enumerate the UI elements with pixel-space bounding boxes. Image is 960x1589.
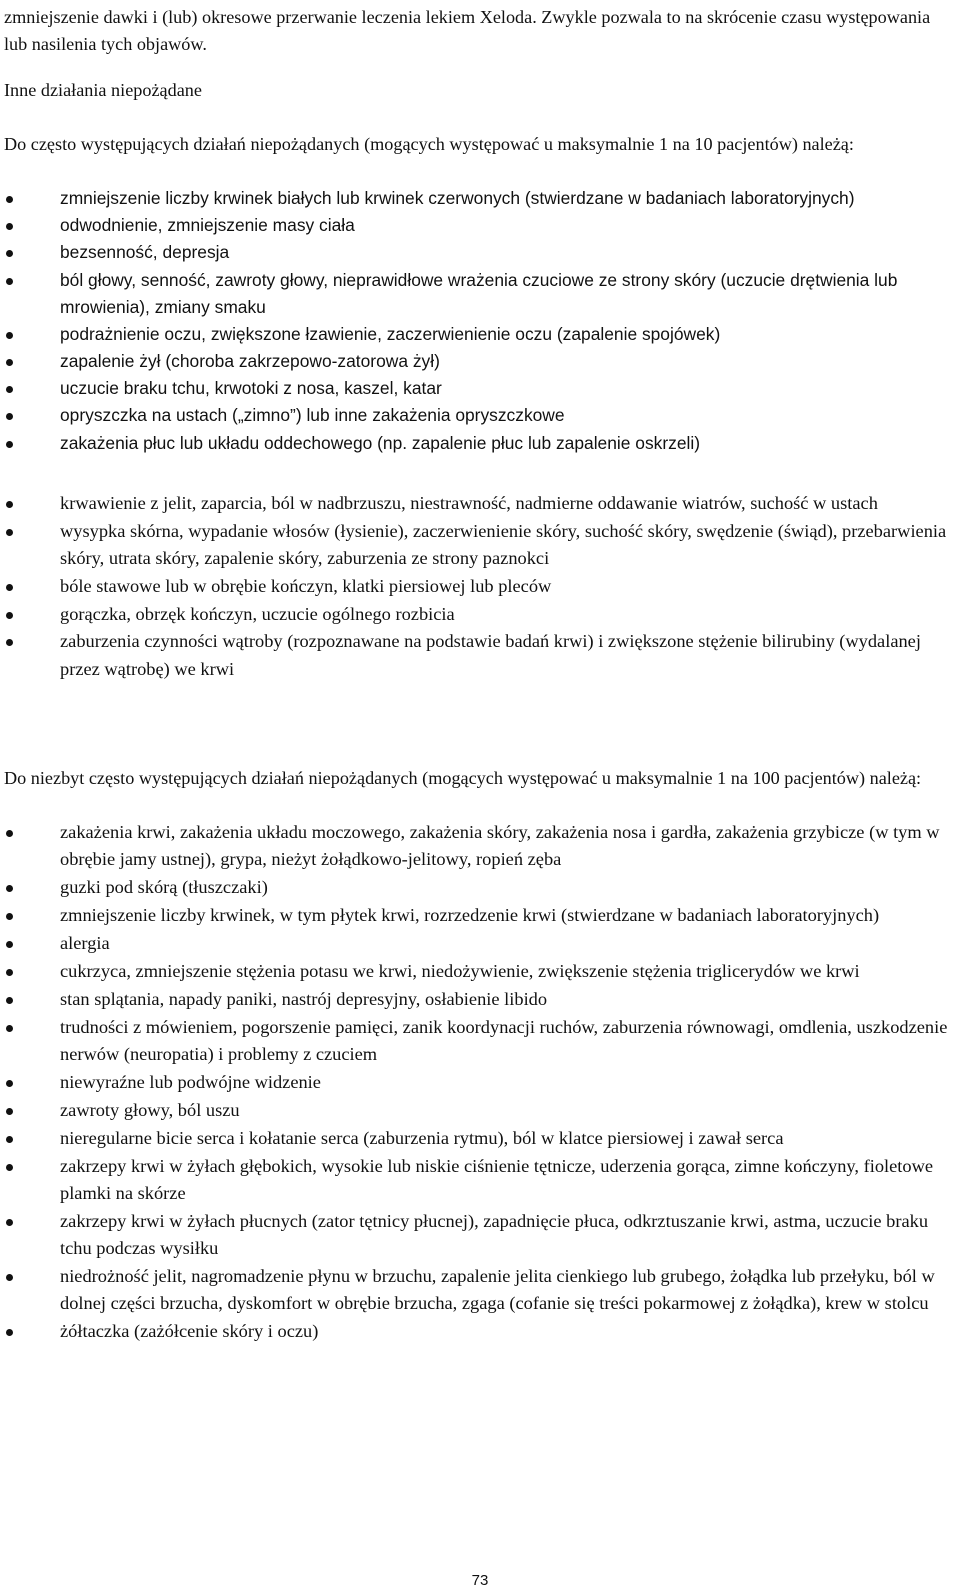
list-item [0,402,958,429]
list-item-text: żółtaczka (zażółcenie skóry i oczu) [60,1321,319,1342]
bullet-icon [6,1108,13,1115]
list-item [0,375,958,402]
list-item [0,819,958,874]
list-item [0,601,958,628]
list-item [0,902,958,929]
list-item-text: uczucie braku tchu, krwotoki z nosa, kaszel, katar [60,378,442,399]
uncommon-effects-list [0,819,958,1346]
list-item [0,430,958,457]
bullet-icon [6,1164,13,1171]
list-item-text: bóle stawowe lub w obrębie kończyn, klatki piersiowej lub pleców [60,575,552,596]
list-item [0,212,958,239]
list-item-text: wysypka skórna, wypadanie włosów (łysienie), zaczerwienienie skóry, suchość skóry, swędzenie (świąd), przebarwienia skóry, utrata skóry, zapalenie skóry, zaburzenia ze strony paznokci [60,520,947,569]
common-effects-list-sans [0,185,958,457]
list-item [0,239,958,266]
bullet-icon [6,1080,13,1087]
list-item [0,1125,958,1152]
list-item [0,1153,958,1208]
bullet-icon [6,612,13,619]
list-item-text: zapalenie żył (choroba zakrzepowo-zatorowa żył) [60,350,440,371]
list-item [0,930,958,957]
list-item-text: zmniejszenie liczby krwinek, w tym płytek krwi, rozrzedzenie krwi (stwierdzane w badaniach laboratoryjnych) [60,905,880,926]
list-item-text: nieregularne bicie serca i kołatanie serca (zaburzenia rytmu), ból w klatce piersiowej i zawał serca [60,1127,784,1148]
list-item-text: gorączka, obrzęk kończyn, uczucie ogólnego rozbicia [60,603,455,624]
bullet-icon [6,386,13,393]
list-item [0,573,958,600]
list-item [0,1263,958,1318]
list-item [0,267,958,321]
list-item [0,1014,958,1069]
list-item [0,1318,958,1345]
bullet-icon [6,1219,13,1226]
bullet-icon [6,501,13,508]
page-number: 73 [471,1572,489,1589]
list-item-text: zaburzenia czynności wątroby (rozpoznawane na podstawie badań krwi) i zwiększone stężenie bilirubiny (wydalanej przez wątrobę) we krwi [60,631,921,679]
intro-paragraph: zmniejszenie dawki i (lub) okresowe przerwanie leczenia lekiem Xeloda. Zwykle pozwala to na skrócenie czasu występowania lub nasilenia tych objawów. [4,7,931,55]
list-item-text: niewyraźne lub podwójne widzenie [60,1071,321,1092]
list-item-text: opryszczka na ustach („zimno”) lub inne zakażenia opryszczkowe [60,405,565,426]
common-effects-intro: Do często występujących działań niepożądanych (mogących występować u maksymalnie 1 na 10 pacjentów) należą: [4,134,854,154]
list-item-text: zakrzepy krwi w żyłach płucnych (zator tętnicy płucnej), zapadnięcie płuca, odkrztuszanie krwi, astma, uczucie braku tchu podczas wysiłku [60,1210,929,1258]
bullet-icon [6,359,13,366]
bullet-icon [6,885,13,892]
bullet-icon [6,639,13,646]
list-item-text: guzki pod skórą (tłuszczaki) [60,877,268,898]
list-item-text: zakażenia płuc lub układu oddechowego (np. zapalenie płuc lub zapalenie oskrzeli) [60,432,701,453]
bullet-icon [6,223,13,230]
list-item [0,1069,958,1096]
bullet-icon [6,584,13,591]
section-heading: Inne działania niepożądane [4,80,202,100]
bullet-icon [6,830,13,837]
bullet-icon [6,278,13,285]
list-item [0,518,958,573]
bullet-icon [6,441,13,448]
list-item [0,1208,958,1263]
bullet-icon [6,332,13,339]
list-item [0,490,958,517]
list-item [0,185,958,212]
bullet-icon [6,529,13,536]
list-item-text: alergia [60,932,110,953]
uncommon-effects-intro: Do niezbyt często występujących działań niepożądanych (mogących występować u maksymalnie 1 na 100 pacjentów) należą: [4,768,922,788]
list-item-text: stan splątania, napady paniki, nastrój depresyjny, osłabienie libido [60,988,548,1009]
bullet-icon [6,250,13,257]
list-item-text: zmniejszenie liczby krwinek białych lub krwinek czerwonych (stwierdzane w badaniach laboratoryjnych) [60,188,855,208]
list-item-text: zakażenia krwi, zakażenia układu moczowego, zakażenia skóry, zakażenia nosa i gardła, zakażenia grzybicze (w tym w obrębie jamy ustnej), grypa, nieżyt żołądkowo-jelitowy, ropień zęba [60,822,940,870]
bullet-icon [6,1025,13,1032]
list-item-text: podrażnienie oczu, zwiększone łzawienie, zaczerwienienie oczu (zapalenie spojówek) [60,323,721,344]
bullet-icon [6,1329,13,1336]
list-item-text: odwodnienie, zmniejszenie masy ciała [60,215,355,236]
list-item-text: zakrzepy krwi w żyłach głębokich, wysokie lub niskie ciśnienie tętnicze, uderzenia gorąca, zimne kończyny, fioletowe plamki na skórze [60,1155,934,1203]
list-item-text: ból głowy, senność, zawroty głowy, nieprawidłowe wrażenia czuciowe ze strony skóry (uczucie drętwienia lub mrowienia), zmiany smaku [60,269,898,317]
list-item-text: niedrożność jelit, nagromadzenie płynu w brzuchu, zapalenie jelita cienkiego lub grubego, żołądka lub przełyku, ból w dolnej części brzucha, dyskomfort w obrębie brzucha, zgaga (cofanie się treści pokarmowej z żołądka), krew w stolcu [60,1265,935,1314]
bullet-icon [6,997,13,1004]
common-effects-list-serif [0,490,958,683]
bullet-icon [6,413,13,420]
bullet-icon [6,1274,13,1281]
list-item [0,628,958,683]
bullet-icon [6,969,13,976]
bullet-icon [6,1136,13,1143]
list-item [0,348,958,375]
list-item-text: zawroty głowy, ból uszu [60,1099,240,1120]
list-item [0,874,958,901]
list-item-text: trudności z mówieniem, pogorszenie pamięci, zanik koordynacji ruchów, zaburzenia równowagi, omdlenia, uszkodzenie nerwów (neuropatia) i problemy z czuciem [60,1016,948,1064]
bullet-icon [6,913,13,920]
list-item-text: bezsenność, depresja [60,242,230,263]
list-item [0,958,958,985]
list-item [0,1097,958,1124]
list-item-text: krwawienie z jelit, zaparcia, ból w nadbrzuszu, niestrawność, nadmierne oddawanie wiatrów, suchość w ustach [60,493,878,513]
bullet-icon [6,941,13,948]
list-item [0,321,958,348]
bullet-icon [6,196,13,203]
list-item-text: cukrzyca, zmniejszenie stężenia potasu we krwi, niedożywienie, zwiększenie stężenia triglicerydów we krwi [60,960,860,981]
list-item [0,986,958,1013]
